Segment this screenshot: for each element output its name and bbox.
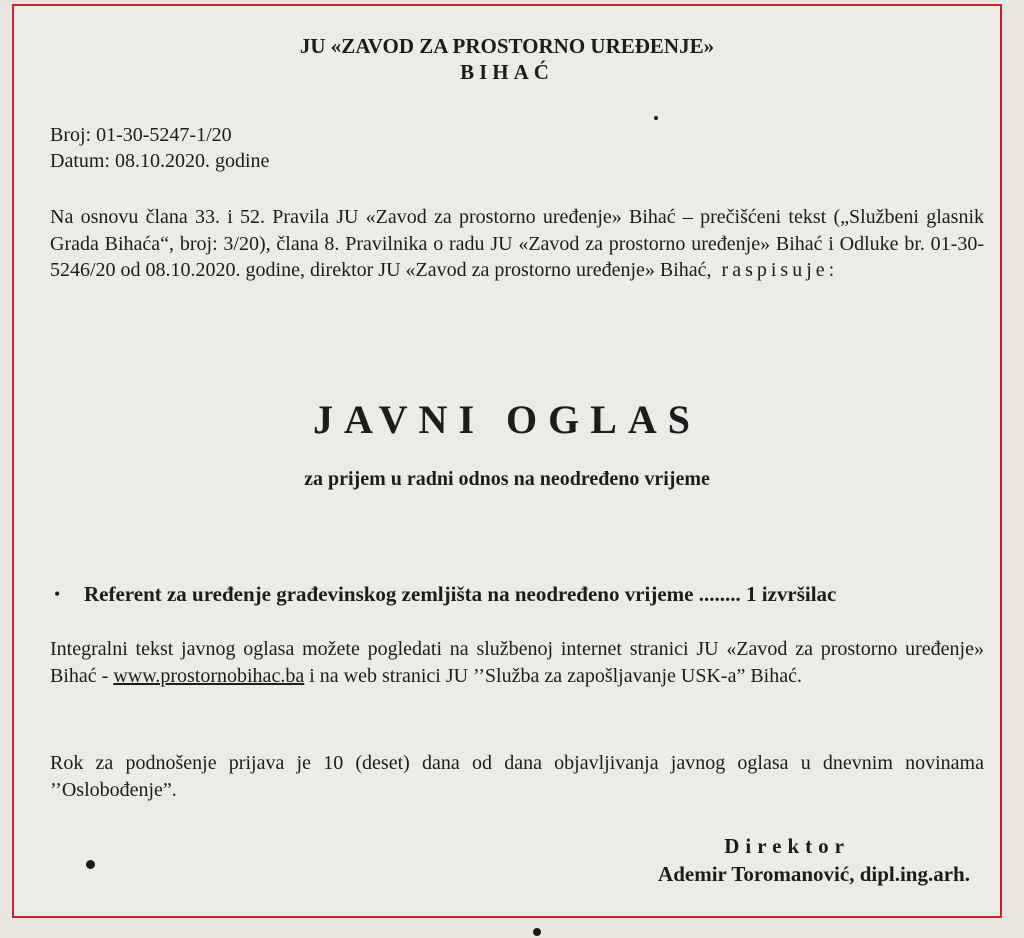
organization-name: JU «ZAVOD ZA PROSTORNO UREĐENJE» xyxy=(299,34,715,58)
signature-name: Ademir Toromanović, dipl.ing.arh. xyxy=(658,862,970,886)
integral-text-before: Integralni tekst javnog oglasa možete pogledati na službenoj internet stranici JU «Zavod za prostorno uređenje» Bihać - xyxy=(50,638,984,687)
print-speck xyxy=(86,860,95,869)
print-speck xyxy=(533,928,541,936)
reference-date: Datum: 08.10.2020. godine xyxy=(50,150,270,172)
organization-city: BIHAĆ xyxy=(460,60,554,84)
position-item: Referent za uređenje građevinskog zemljišta na neodređeno vrijeme ........ 1 izvršilac xyxy=(84,582,837,606)
print-speck xyxy=(654,116,658,120)
intro-paragraph xyxy=(50,204,984,284)
reference-number: Broj: 01-30-5247-1/20 xyxy=(50,124,232,146)
integral-paragraph xyxy=(50,636,984,689)
intro-action: raspisuje: xyxy=(721,259,839,281)
deadline-paragraph: Rok za podnošenje prijava je 10 (deset) dana od dana objavljivanja javnog oglasa u dnevnim novinama ’’Oslobođenje”. xyxy=(50,752,984,801)
website-link[interactable]: www.prostornobihac.ba xyxy=(113,664,305,687)
notice-subtitle: za prijem u radni odnos na neodređeno vrijeme xyxy=(304,468,710,490)
public-notice xyxy=(12,4,1002,918)
signature-title: Direktor xyxy=(724,834,850,858)
integral-text-after: i na web stranici JU ’’Služba za zapošljavanje USK-a” Bihać. xyxy=(309,664,802,687)
notice-title: JAVNI OGLAS xyxy=(312,397,702,442)
position-bullet: • xyxy=(54,584,61,604)
intro-text: Na osnovu člana 33. i 52. Pravila JU «Zavod za prostorno uređenje» Bihać – prečišćeni tekst („Službeni glasnik Grada Bihaća“, broj: 3/20), člana 8. Pravilnika o radu JU «Zavod za prostorno uređenje» Bihać i Odluke br. 01-30-5246/20 od 08.10.2020. godine, direktor JU «Zavod za prostorno uređenje» Bihać, xyxy=(50,206,984,281)
